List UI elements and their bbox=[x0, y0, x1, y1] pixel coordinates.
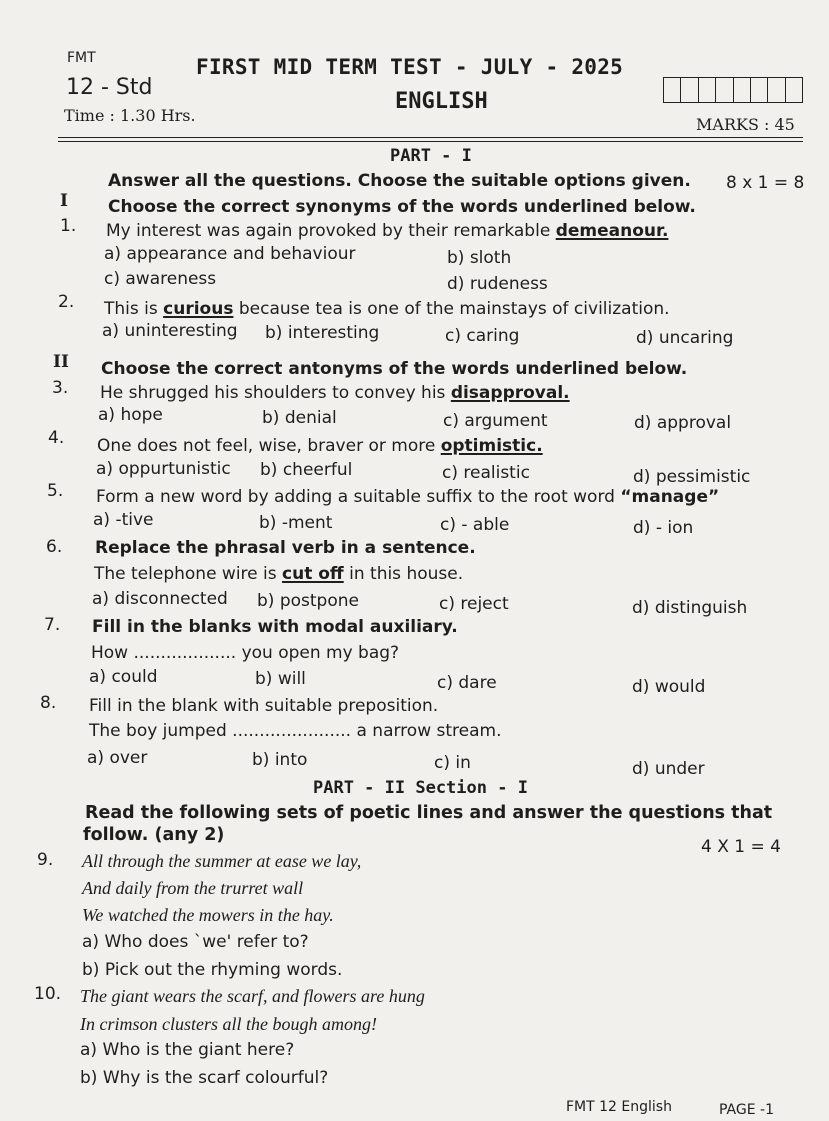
part1-instruction: Answer all the questions. Choose the suitable options given. bbox=[108, 171, 691, 191]
option-c: c) caring bbox=[445, 326, 520, 346]
question-number: 6. bbox=[46, 537, 63, 557]
section-heading: Choose the correct synonyms of the words underlined below. bbox=[108, 197, 696, 217]
part2-instruction: Read the following sets of poetic lines and answer the questions that bbox=[85, 803, 773, 823]
option-c: c) argument bbox=[443, 411, 548, 431]
sub-question-a: a) Who does `we' refer to? bbox=[82, 932, 309, 952]
option-b: b) interesting bbox=[265, 323, 380, 343]
question-text: Form a new word by adding a suitable suffix to the root word “manage” bbox=[96, 487, 720, 507]
part2-title: PART - II Section - I bbox=[313, 778, 528, 798]
option-b: b) will bbox=[255, 669, 306, 689]
part2-marks: 4 X 1 = 4 bbox=[701, 837, 781, 857]
question-number: 10. bbox=[34, 984, 62, 1004]
question-number: 2. bbox=[58, 292, 75, 312]
question-number: 9. bbox=[37, 850, 54, 870]
register-number-boxes bbox=[663, 77, 803, 103]
option-c: c) reject bbox=[439, 594, 509, 614]
paper-code: FMT bbox=[67, 50, 96, 66]
exam-title: FIRST MID TERM TEST - JULY - 2025 bbox=[196, 55, 624, 79]
sub-question-a: a) Who is the giant here? bbox=[80, 1040, 295, 1060]
sub-question-b: b) Why is the scarf colourful? bbox=[80, 1068, 329, 1088]
section-num: I bbox=[60, 191, 68, 211]
option-c: c) awareness bbox=[104, 269, 217, 289]
option-c: c) - able bbox=[440, 515, 510, 535]
poem-line: The giant wears the scarf, and flowers are hung bbox=[80, 986, 425, 1006]
footer-label: FMT 12 English bbox=[566, 1099, 672, 1115]
option-a: a) disconnected bbox=[92, 589, 228, 609]
option-a: a) hope bbox=[98, 405, 163, 425]
option-d: d) uncaring bbox=[636, 328, 734, 348]
option-a: a) -tive bbox=[93, 510, 154, 530]
underlined-word: optimistic. bbox=[440, 436, 543, 456]
question-number: 3. bbox=[52, 378, 69, 398]
option-b: b) cheerful bbox=[260, 460, 353, 480]
option-d: d) - ion bbox=[633, 518, 694, 538]
underlined-word: cut off bbox=[282, 564, 344, 584]
question-text: One does not feel, wise, braver or more optimistic. bbox=[97, 436, 543, 456]
poem-line: And daily from the trurret wall bbox=[82, 878, 304, 898]
question-title: Replace the phrasal verb in a sentence. bbox=[95, 538, 476, 558]
part1-marks: 8 x 1 = 8 bbox=[726, 173, 805, 193]
option-a: a) appearance and behaviour bbox=[104, 244, 356, 264]
question-text: The boy jumped ...................... a narrow stream. bbox=[89, 721, 502, 741]
option-d: d) would bbox=[632, 677, 706, 697]
option-b: b) -ment bbox=[259, 513, 333, 533]
underlined-word: demeanour. bbox=[555, 221, 669, 241]
option-a: a) could bbox=[89, 667, 158, 687]
question-number: 1. bbox=[60, 216, 77, 236]
question-text: He shrugged his shoulders to convey his disapproval. bbox=[100, 383, 570, 403]
header-rule-bottom bbox=[58, 141, 803, 142]
question-text: The telephone wire is cut off in this house. bbox=[94, 564, 464, 584]
option-c: c) in bbox=[434, 753, 471, 773]
time-allowed: Time : 1.30 Hrs. bbox=[64, 106, 196, 125]
option-b: b) denial bbox=[262, 408, 337, 428]
header-rule-top bbox=[58, 137, 803, 138]
question-number: 8. bbox=[40, 693, 57, 713]
option-d: d) approval bbox=[634, 413, 732, 433]
option-c: c) realistic bbox=[442, 463, 530, 483]
question-number: 4. bbox=[48, 428, 65, 448]
underlined-word: disapproval. bbox=[450, 383, 570, 403]
question-title: Fill in the blanks with modal auxiliary. bbox=[92, 617, 458, 637]
page-number: PAGE -1 bbox=[719, 1102, 774, 1118]
poem-line: All through the summer at ease we lay, bbox=[82, 851, 362, 871]
option-a: a) uninteresting bbox=[102, 321, 238, 341]
question-text: How ................... you open my bag? bbox=[91, 643, 400, 663]
question-text: This is curious because tea is one of the mainstays of civilization. bbox=[104, 299, 670, 319]
question-number: 7. bbox=[44, 615, 61, 635]
option-a: a) over bbox=[87, 748, 148, 768]
subject: ENGLISH bbox=[395, 89, 488, 114]
sub-question-b: b) Pick out the rhyming words. bbox=[82, 960, 343, 980]
underlined-word: curious bbox=[163, 299, 234, 319]
part2-instruction-cont: follow. (any 2) bbox=[83, 825, 225, 845]
option-c: c) dare bbox=[437, 673, 497, 693]
option-b: b) postpone bbox=[257, 591, 359, 611]
max-marks: MARKS : 45 bbox=[696, 115, 795, 134]
option-d: d) distinguish bbox=[632, 598, 748, 618]
poem-line: We watched the mowers in the hay. bbox=[82, 905, 334, 925]
question-text: My interest was again provoked by their remarkable demeanour. bbox=[106, 221, 669, 241]
root-word: “manage” bbox=[620, 487, 720, 507]
option-a: a) oppurtunistic bbox=[96, 459, 231, 479]
option-d: d) pessimistic bbox=[633, 467, 751, 487]
option-d: d) rudeness bbox=[447, 274, 548, 294]
question-title: Fill in the blank with suitable preposition. bbox=[89, 696, 439, 716]
standard: 12 - Std bbox=[66, 75, 153, 100]
question-number: 5. bbox=[47, 481, 64, 501]
option-b: b) into bbox=[252, 750, 308, 770]
option-d: d) under bbox=[632, 759, 705, 779]
poem-line: In crimson clusters all the bough among! bbox=[80, 1014, 377, 1034]
part1-title: PART - I bbox=[390, 146, 472, 166]
option-b: b) sloth bbox=[447, 248, 512, 268]
section-num: II bbox=[53, 352, 69, 372]
section-heading: Choose the correct antonyms of the words underlined below. bbox=[101, 359, 688, 379]
